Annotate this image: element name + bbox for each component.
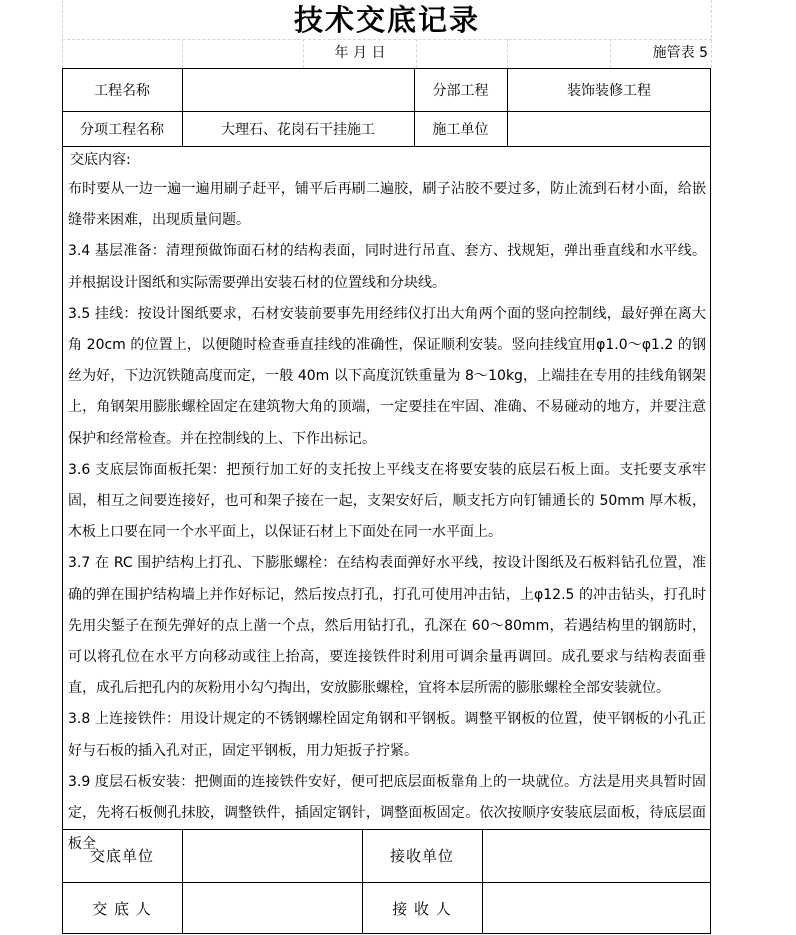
receiving-unit-field[interactable]	[482, 829, 711, 882]
row-divider	[62, 146, 711, 147]
handover-unit-field[interactable]	[182, 829, 362, 882]
handover-person-label: 交 底 人	[92, 899, 152, 918]
handover-person-field[interactable]	[182, 882, 362, 934]
content-paragraph: 3.7 在 RC 围护结构上打孔、下膨胀螺栓：在结构表面弹好水平线，按设计图纸及石板料钻孔位置，准确的弹在围护结构墙上并作好标记，然后按点打孔，打孔可使用冲击钻，上φ12.5 的冲击钻头，打孔时先用尖錾子在预先弹好的点上凿一个点，然后用钻打孔，孔深在 60～80mm，若遇结构里的钢筋时，可以将孔位在水平方向移动或往上抬高，要连接铁件时利用可调余量再调回。成孔要求与结构表面垂直，成孔后把孔内的灰粉用小勾勺掏出，安放膨胀螺栓，宜将本层所需的膨胀螺栓全部安装就位。	[68, 555, 706, 697]
project-name-value[interactable]	[182, 68, 414, 111]
division-value[interactable]: 装饰装修工程	[567, 82, 651, 99]
gridline	[62, 39, 712, 40]
subitem-value[interactable]: 大理石、花岗石干挂施工	[221, 121, 375, 138]
gridline	[507, 39, 508, 68]
receiving-person-field[interactable]	[482, 882, 711, 934]
form-number: 施管表 5	[652, 45, 708, 61]
page-title: 技术交底记录	[293, 3, 480, 37]
gridline	[62, 39, 63, 68]
content-paragraph: 3.9 度层石板安装：把侧面的连接铁件安好，便可把底层面板靠角上的一块就位。方法是用夹具暂时固定，先将石板侧孔抹胶，调整铁件，插固定钢针，调整面板固定。依次按顺序安装底层面板，待底层面板全	[68, 773, 706, 853]
division-label: 分部工程	[432, 82, 489, 99]
project-name-label: 工程名称	[94, 82, 150, 99]
construction-unit-value[interactable]	[507, 111, 711, 146]
subitem-label: 分项工程名称	[80, 121, 164, 138]
gridline	[182, 39, 183, 68]
content-paragraph: 3.5 挂线：按设计图纸要求，石材安装前要事先用经纬仪打出大角两个面的竖向控制线，最好弹在离大角 20cm 的位置上，以便随时检查垂直挂线的准确性，保证顺利安装。竖向挂线宜用φ1.0～φ1.2 的钢丝为好，下边沉铁随高度而定，一般 40m 以下高度沉铁重量为 8～10kg，上端挂在专用的挂线角钢架上，角钢架用膨胀螺栓固定在建筑物大角的顶端，一定要挂在牢固、准确、不易碰动的地方，并要注意保护和经常检查。并在控制线的上、下作出标记。	[68, 305, 706, 447]
content-paragraph: 布时要从一边一遍一遍用刷子赶平，铺平后再刷二遍胶，刷子沾胶不要过多，防止流到石材小面，给嵌缝带来困难，出现质量问题。	[68, 181, 706, 229]
construction-unit-label: 施工单位	[432, 121, 489, 138]
handover-unit-label: 交底单位	[89, 847, 154, 865]
receiving-unit-label: 接收单位	[389, 847, 454, 865]
content-label: 交底内容:	[70, 152, 131, 168]
content-paragraph: 3.4 基层准备：清理预做饰面石材的结构表面，同时进行吊直、套方、找规矩，弹出垂直线和水平线。并根据设计图纸和实际需要弹出安装石材的位置线和分块线。	[68, 243, 706, 291]
date-label: 年 月 日	[334, 45, 386, 61]
content-body	[68, 174, 706, 860]
content-paragraph: 3.8 上连接铁件：用设计规定的不锈钢螺栓固定角钢和平钢板。调整平钢板的位置，使平钢板的小孔正好与石板的插入孔对正，固定平钢板，用力矩扳子拧紧。	[68, 711, 706, 759]
content-paragraph: 3.6 支底层饰面板托架：把预行加工好的支托按上平线支在将要安装的底层石板上面。支托要支承牢固，相互之间要连接好，也可和架子接在一起，支架安好后，顺支托方向钉铺通长的 50mm 厚木板，木板上口要在同一个水平面上，以保证石材上下面处在同一水平面上。	[68, 461, 706, 541]
receiving-person-label: 接 收 人	[392, 899, 452, 918]
